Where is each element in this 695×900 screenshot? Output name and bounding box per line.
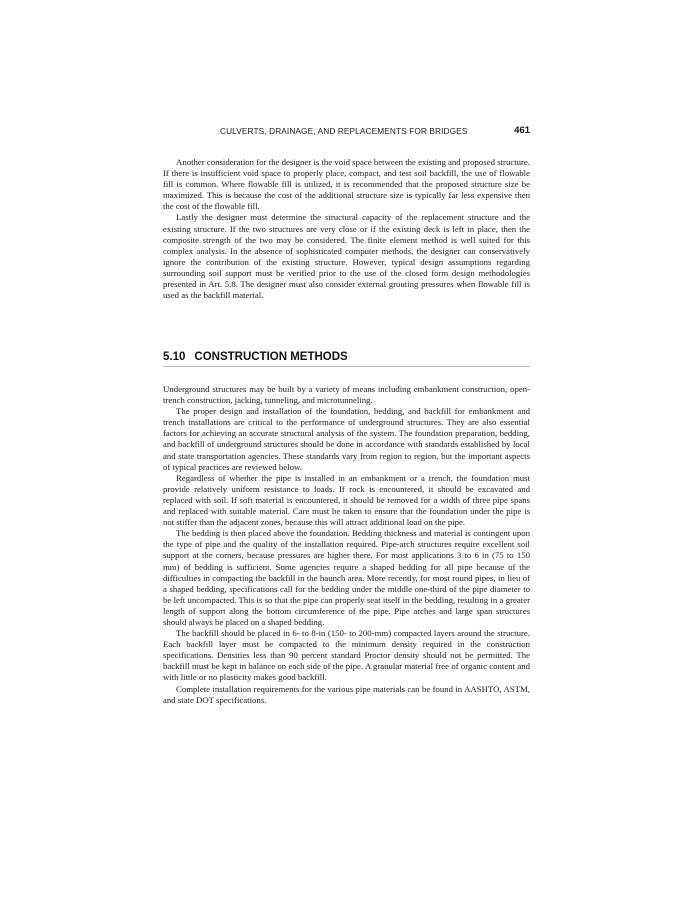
- section-body: [163, 384, 530, 706]
- paragraph: The backfill should be placed in 6- to 8-in (150- to 200-mm) compacted layers around the structure. Each backfill layer must be compacted to the minimum density required in the construction specifications. Densities less than 90 percent standard Proctor density should not be permitted. The backfill must be kept in balance on each side of the pipe. A granular material free of organic content and with little or no plasticity makes good backfill.: [163, 628, 530, 683]
- paragraph: Regardless of whether the pipe is installed in an embankment or a trench, the foundation must provide relatively uniform resistance to loads. If rock is encountered, it should be excavated and replaced with soil. If soft material is encountered, it should be removed for a width of three pipe spans and replaced with suitable material. Care must be taken to ensure that the foundation under the pipe is not stiffer than the adjacent zones, because this will attract additional load on the pipe.: [163, 472, 530, 528]
- section-number: 5.10: [163, 351, 186, 363]
- running-head: [163, 126, 530, 140]
- running-title: CULVERTS, DRAINAGE, AND REPLACEMENTS FOR BRIDGES: [220, 126, 468, 136]
- intro-text: [163, 157, 530, 301]
- paragraph: The proper design and installation of the foundation, bedding, and backfill for embankment and trench installations are critical to the performance of underground structures. They are also essential factors for achieving an accurate structural analysis of the system. The foundation preparation, bedding, and backfill of underground structures should be done in accordance with standards established by local and state transportation agencies. These standards vary from region to region, but the important aspects of typical practices are reviewed below.: [163, 406, 530, 472]
- paragraph: The bedding is then placed above the foundation. Bedding thickness and material is contingent upon the type of pipe and the quality of the installation required. Pipe-arch structures require excellent soil support at the corners, because pressures are higher there. For most applications 3 to 6 in (75 to 150 mm) of bedding is sufficient. Some agencies require a shaped bedding for all pipe because of the difficulties in compacting the backfill in the haunch area. More recently, for most round pipes, in lieu of a shaped bedding, specifications call for the bedding under the middle one-third of the pipe diameter to be left uncompacted. This is so that the pipe can properly seat itself in the bedding, resulting in a greater length of support along the bottom circumference of the pipe. Pipe arches and large span structures should always be placed on a shaped bedding.: [163, 528, 530, 627]
- paragraph: Complete installation requirements for the various pipe materials can be found in AASHTO, ASTM, and state DOT specifications.: [163, 683, 530, 705]
- paragraph: Underground structures may be built by a variety of means including embankment construction, open-trench construction, jacking, tunneling, and microtunneling.: [163, 384, 530, 406]
- section-title: CONSTRUCTION METHODS: [194, 351, 348, 363]
- paragraph: Lastly the designer must determine the structural capacity of the replacement structure and the existing structure. If the two structures are very close or if the existing deck is left in place, then the composite strength of the two may be considered. The finite element method is well suited for this complex analysis. In the absence of sophisticated computer methods, the designer can conservatively ignore the contribution of the existing structure. However, typical design assumptions regarding surrounding soil support must be verified prior to the use of the closed form design methodologies presented in Art. 5.8. The designer must also consider external grouting pressures when flowable fill is used as the backfill material.: [163, 212, 530, 301]
- page-number: 461: [514, 125, 530, 136]
- paragraph: Another consideration for the designer is the void space between the existing and proposed structure. If there is insufficient void space to properly place, compact, and test soil backfill, the use of flowable fill is common. Where flowable fill is utilized, it is recommended that the proposed structure size be maximized. This is because the cost of the additional structure size is typically far less expensive then the cost of the flowable fill.: [163, 157, 530, 212]
- section-heading: [163, 351, 530, 367]
